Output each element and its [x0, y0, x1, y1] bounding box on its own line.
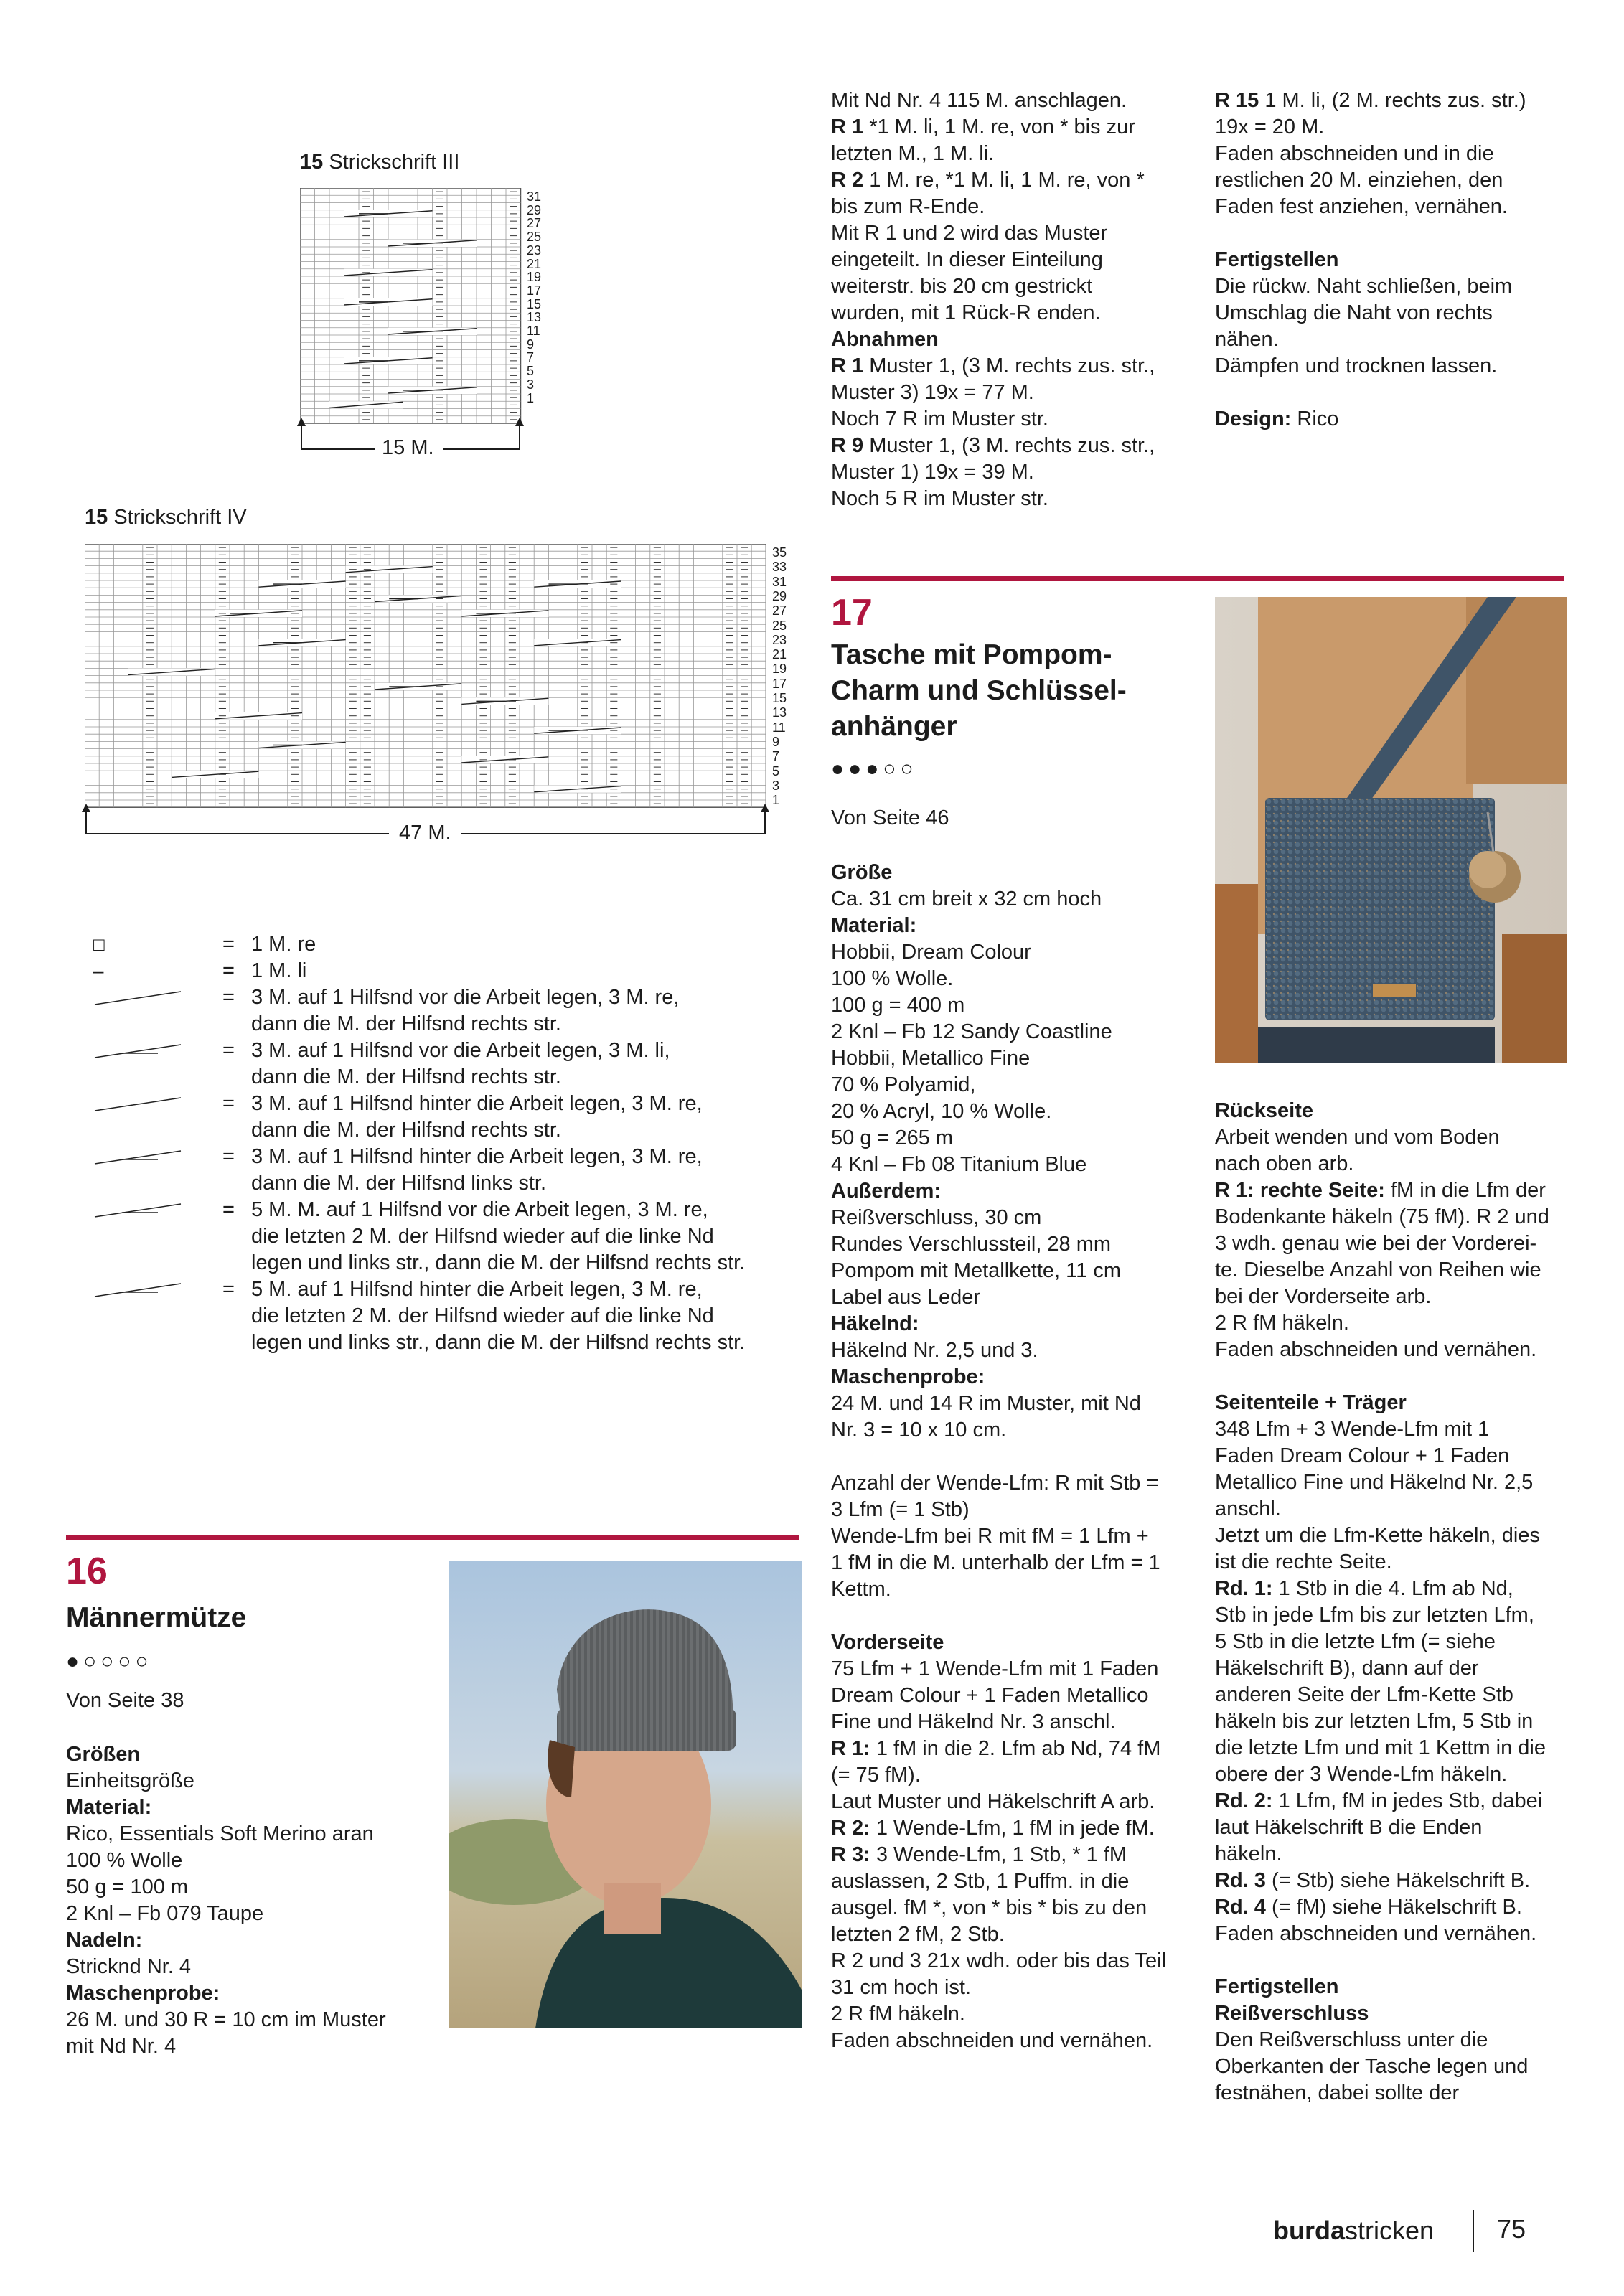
page-number: 75: [1497, 2214, 1526, 2244]
hat-details: [66, 1741, 439, 2060]
text-line: 100 g = 400 m: [831, 994, 965, 1017]
text-line: 19x = 20 M.: [1215, 116, 1325, 138]
legend-equals: =: [222, 1198, 235, 1221]
text-line: R 9 Muster 1, (3 M. rechts zus. str.,: [831, 434, 1155, 457]
row-number: 21: [772, 647, 787, 662]
text-line: Mit Nd Nr. 4 115 M. anschlagen.: [831, 89, 1127, 112]
row-number: 35: [772, 545, 787, 560]
text-line: R 1: 1 fM in die 2. Lfm ab Nd, 74 fM: [831, 1737, 1161, 1760]
text-line: Rückseite: [1215, 1099, 1314, 1122]
text-line: 3 Lfm (= 1 Stb): [831, 1498, 970, 1521]
legend-symbol: –: [93, 960, 104, 982]
legend-equals: =: [222, 1278, 235, 1301]
row-number: 31: [527, 189, 542, 204]
text-line: 75 Lfm + 1 Wende-Lfm mit 1 Faden: [831, 1657, 1159, 1680]
text-line: [1215, 1947, 1574, 1974]
row-number: 27: [772, 603, 787, 618]
row-number: 15: [527, 296, 542, 311]
text-line: 2 R fM häkeln.: [1215, 1312, 1349, 1335]
text-line: häkeln bis zur letzten Lfm, 5 Stb in: [1215, 1710, 1534, 1733]
text-line: Rico, Essentials Soft Merino aran: [66, 1822, 374, 1845]
section-17-title: [831, 637, 1127, 745]
text-line: Abnahmen: [831, 328, 939, 351]
text-line: Faden fest anziehen, vernähen.: [1215, 195, 1508, 218]
legend-text: 1 M. li: [251, 959, 307, 982]
text-line: Laut Muster und Häkelschrift A arb.: [831, 1790, 1155, 1813]
text-line: ist die rechte Seite.: [1215, 1551, 1392, 1573]
section-16-number: 16: [66, 1551, 108, 1592]
text-line: Größen: [66, 1743, 141, 1766]
text-line: Muster 1) 19x = 39 M.: [831, 461, 1034, 484]
text-line: [1215, 220, 1574, 247]
text-line: Rundes Verschlussteil, 28 mm: [831, 1233, 1112, 1256]
row-number: 11: [527, 324, 540, 338]
text-line: 24 M. und 14 R im Muster, mit Nd: [831, 1392, 1141, 1415]
row-number: 9: [772, 734, 780, 749]
text-line: anschl.: [1215, 1497, 1281, 1520]
text-line: nähen.: [1215, 328, 1279, 351]
text-line: Bodenkante häkeln (75 fM). R 2 und: [1215, 1205, 1549, 1228]
hat-instructions: [831, 88, 1190, 512]
text-line: eingeteilt. In dieser Einteilung: [831, 248, 1103, 271]
text-line: R 1 Muster 1, (3 M. rechts zus. str.,: [831, 354, 1155, 377]
text-line: Rd. 4 (= fM) siehe Häkelschrift B.: [1215, 1896, 1522, 1919]
legend-equals: =: [222, 986, 235, 1009]
text-line: Außerdem:: [831, 1180, 942, 1203]
chart4-grid: [85, 544, 766, 809]
text-line: Wende-Lfm bei R mit fM = 1 Lfm +: [831, 1525, 1149, 1548]
text-line: [831, 1603, 1204, 1629]
legend-text: 1 M. re: [251, 933, 316, 956]
difficulty-rating: ●●●○○: [831, 757, 918, 781]
text-line: Material:: [831, 914, 917, 937]
row-number: 19: [772, 662, 787, 677]
text-line: 2 Knl – Fb 12 Sandy Coastline: [831, 1020, 1112, 1043]
text-line: Dream Colour + 1 Faden Metallico: [831, 1684, 1149, 1707]
text-line: Oberkanten der Tasche legen und: [1215, 2055, 1529, 2078]
text-line: 1 fM in die M. unterhalb der Lfm = 1: [831, 1551, 1160, 1574]
text-line: Faden abschneiden und vernähen.: [831, 2029, 1153, 2052]
text-line: nach oben arb.: [1215, 1152, 1354, 1175]
text-line: Noch 7 R im Muster str.: [831, 408, 1048, 430]
text-line: Pompom mit Metallkette, 11 cm: [831, 1259, 1121, 1282]
row-number: 5: [527, 364, 535, 379]
legend-text: dann die M. der Hilfsnd rechts str.: [251, 1065, 561, 1088]
title-line: Charm und Schlüssel-: [831, 675, 1127, 706]
text-line: auslassen, 2 Stb, 1 Puffm. in die: [831, 1870, 1130, 1893]
row-number: 1: [772, 793, 780, 808]
legend-symbol: □: [93, 933, 105, 955]
text-line: Rd. 1: 1 Stb in die 4. Lfm ab Nd,: [1215, 1577, 1513, 1600]
text-line: R 3: 3 Wende-Lfm, 1 Stb, * 1 fM: [831, 1843, 1127, 1866]
text-line: 3 wdh. genau wie bei der Vorderei-: [1215, 1232, 1537, 1255]
text-line: 70 % Polyamid,: [831, 1073, 976, 1096]
hat-finishing: [1215, 88, 1574, 433]
text-line: [831, 1444, 1204, 1470]
text-line: Häkelschrift B), dann auf der: [1215, 1657, 1479, 1680]
text-line: R 2 und 3 21x wdh. oder bis das Teil: [831, 1949, 1166, 1972]
row-number: 31: [772, 574, 787, 589]
text-line: 100 % Wolle.: [831, 967, 954, 990]
row-number: 15: [772, 691, 787, 705]
row-number: 9: [527, 337, 535, 352]
row-number: 27: [527, 216, 542, 231]
legend-symbol: [93, 1038, 187, 1071]
text-line: Reißverschluss: [1215, 2002, 1369, 2025]
text-line: R 1 *1 M. li, 1 M. re, von * bis zur: [831, 116, 1135, 138]
text-line: Jetzt um die Lfm-Kette häkeln, dies: [1215, 1524, 1540, 1547]
text-line: Arbeit wenden und vom Boden: [1215, 1126, 1500, 1149]
text-line: Kettm.: [831, 1578, 891, 1601]
legend-equals: =: [222, 1092, 235, 1115]
text-line: 5 Stb in die letzte Lfm (= siehe: [1215, 1630, 1496, 1653]
text-line: Fertigstellen: [1215, 248, 1339, 271]
legend-text: 3 M. auf 1 Hilfsnd hinter die Arbeit legen, 3 M. re,: [251, 1145, 703, 1168]
legend-text: die letzten 2 M. der Hilfsnd wieder auf die linke Nd: [251, 1304, 714, 1327]
legend-symbol: [93, 984, 187, 1017]
legend-equals: =: [222, 1039, 235, 1062]
text-line: Faden abschneiden und vernähen.: [1215, 1922, 1537, 1945]
chart3-title: 15 Strickschrift III: [300, 151, 460, 174]
text-line: Die rückw. Naht schließen, beim: [1215, 275, 1513, 298]
legend-equals: =: [222, 933, 235, 956]
text-line: Ca. 31 cm breit x 32 cm hoch: [831, 888, 1102, 911]
text-line: Muster 3) 19x = 77 M.: [831, 381, 1034, 404]
text-line: mit Nd Nr. 4: [66, 2035, 177, 2058]
text-line: festnähen, dabei sollte der: [1215, 2081, 1460, 2104]
legend-text: die letzten 2 M. der Hilfsnd wieder auf die linke Nd: [251, 1225, 714, 1248]
row-number: 17: [527, 283, 542, 298]
text-line: 348 Lfm + 3 Wende-Lfm mit 1: [1215, 1418, 1490, 1441]
difficulty-rating: ●○○○○: [66, 1650, 153, 1673]
chart3-grid: [300, 188, 522, 425]
row-number: 13: [772, 705, 787, 720]
legend-symbol: [93, 1091, 187, 1124]
magazine-brand: burdastricken: [1273, 2216, 1435, 2245]
text-line: Reißverschluss, 30 cm: [831, 1206, 1042, 1229]
text-line: (= 75 fM).: [831, 1764, 921, 1787]
text-line: [1215, 380, 1574, 406]
text-line: Rd. 3 (= Stb) siehe Häkelschrift B.: [1215, 1869, 1531, 1892]
text-line: te. Dieselbe Anzahl von Reihen wie: [1215, 1258, 1541, 1281]
text-line: Metallico Fine und Häkelnd Nr. 2,5: [1215, 1471, 1534, 1494]
row-number: 25: [527, 230, 542, 245]
chart4-title: 15 Strickschrift IV: [85, 506, 247, 529]
text-line: anderen Seite der Lfm-Kette Stb: [1215, 1683, 1513, 1706]
text-line: Stb in jede Lfm bis zur letzten Lfm,: [1215, 1604, 1534, 1627]
text-line: Label aus Leder: [831, 1286, 980, 1309]
text-line: restlichen 20 M. einziehen, den: [1215, 169, 1503, 192]
legend-text: dann die M. der Hilfsnd rechts str.: [251, 1119, 561, 1142]
text-line: 100 % Wolle: [66, 1849, 183, 1872]
legend-text: dann die M. der Hilfsnd rechts str.: [251, 1012, 561, 1035]
text-line: letzten 2 fM, 2 Stb.: [831, 1923, 1005, 1946]
text-line: Nr. 3 = 10 x 10 cm.: [831, 1418, 1007, 1441]
legend-equals: =: [222, 959, 235, 982]
chart4-width-label: 47 M.: [399, 822, 451, 844]
text-line: 2 R fM häkeln.: [831, 2003, 965, 2026]
legend-text: 3 M. auf 1 Hilfsnd hinter die Arbeit legen, 3 M. re,: [251, 1092, 703, 1115]
footer-divider: [1473, 2210, 1474, 2252]
legend-symbol: [93, 1197, 187, 1230]
text-line: Größe: [831, 861, 893, 884]
row-number: 29: [527, 202, 542, 217]
legend-text: 3 M. auf 1 Hilfsnd vor die Arbeit legen, 3 M. li,: [251, 1039, 670, 1062]
row-number: 23: [527, 243, 542, 258]
text-line: Seitenteile + Träger: [1215, 1391, 1407, 1414]
row-number: 5: [772, 763, 780, 778]
row-number: 11: [772, 720, 786, 735]
legend-text: 5 M. M. auf 1 Hilfsnd vor die Arbeit legen, 3 M. re,: [251, 1198, 708, 1221]
text-line: 26 M. und 30 R = 10 cm im Muster: [66, 2008, 386, 2031]
text-line: ausgel. fM *, von * bis * bis zu den: [831, 1896, 1147, 1919]
text-line: 2 Knl – Fb 079 Taupe: [66, 1902, 264, 1925]
text-line: bei der Vorderseite arb.: [1215, 1285, 1432, 1308]
text-line: Fertigstellen: [1215, 1975, 1339, 1998]
row-number: 1: [527, 390, 535, 405]
text-line: R 15 1 M. li, (2 M. rechts zus. str.): [1215, 89, 1526, 112]
row-number: 17: [772, 676, 787, 691]
text-line: Faden Dream Colour + 1 Faden: [1215, 1444, 1510, 1467]
row-number: 23: [772, 632, 787, 647]
title-line: Tasche mit Pompom-: [831, 639, 1112, 670]
row-number: 19: [527, 270, 542, 285]
text-line: letzten M., 1 M. li.: [831, 142, 995, 165]
text-line: wurden, mit 1 Rück-R enden.: [831, 301, 1101, 324]
row-number: 29: [772, 588, 787, 603]
text-line: Dämpfen und trocknen lassen.: [1215, 354, 1498, 377]
text-line: Faden abschneiden und in die: [1215, 142, 1494, 165]
text-line: R 1: rechte Seite: fM in die Lfm der: [1215, 1179, 1546, 1202]
text-line: weiterstr. bis 20 cm gestrickt: [831, 275, 1093, 298]
section-17-rule: [831, 576, 1564, 581]
source-page-ref: Von Seite 38: [66, 1689, 184, 1712]
text-line: Häkelnd:: [831, 1312, 919, 1335]
legend-symbol: [93, 1144, 187, 1177]
text-line: 50 g = 265 m: [831, 1126, 954, 1149]
legend-text: 3 M. auf 1 Hilfsnd vor die Arbeit legen, 3 M. re,: [251, 986, 680, 1009]
text-line: Anzahl der Wende-Lfm: R mit Stb =: [831, 1472, 1159, 1495]
legend-text: legen und links str., dann die M. der Hilfsnd rechts str.: [251, 1331, 746, 1354]
text-line: Material:: [66, 1796, 152, 1819]
row-number: 13: [527, 310, 542, 325]
text-line: 20 % Acryl, 10 % Wolle.: [831, 1100, 1052, 1123]
text-line: Häkelnd Nr. 2,5 und 3.: [831, 1339, 1038, 1362]
row-number: 33: [772, 560, 787, 575]
text-line: 50 g = 100 m: [66, 1876, 189, 1899]
bag-back-and-straps: [1215, 1098, 1574, 2107]
text-line: 4 Knl – Fb 08 Titanium Blue: [831, 1153, 1087, 1176]
row-number: 3: [527, 377, 535, 392]
text-line: R 2 1 M. re, *1 M. li, 1 M. re, von *: [831, 169, 1145, 192]
text-line: Umschlag die Naht von rechts: [1215, 301, 1493, 324]
text-line: Fine und Häkelnd Nr. 3 anschl.: [831, 1711, 1116, 1733]
row-number: 21: [527, 256, 542, 271]
text-line: laut Häkelschrift B die Enden: [1215, 1816, 1483, 1839]
text-line: Maschenprobe:: [66, 1982, 220, 2005]
text-line: [1215, 1363, 1574, 1390]
legend-symbol: [93, 1276, 187, 1309]
hat-photo: [449, 1561, 802, 2028]
legend-equals: =: [222, 1145, 235, 1168]
text-line: bis zum R-Ende.: [831, 195, 985, 218]
text-line: Hobbii, Dream Colour: [831, 941, 1031, 964]
section-17-number: 17: [831, 592, 873, 634]
text-line: Noch 5 R im Muster str.: [831, 487, 1048, 510]
title-line: anhänger: [831, 711, 957, 742]
bag-photo: [1215, 597, 1567, 1063]
row-number: 7: [527, 350, 535, 365]
row-number: 7: [772, 749, 780, 764]
text-line: Design: Rico: [1215, 408, 1339, 430]
text-line: Stricknd Nr. 4: [66, 1955, 192, 1978]
chart3-width-label: 15 M.: [382, 436, 434, 459]
text-line: Rd. 2: 1 Lfm, fM in jedes Stb, dabei: [1215, 1789, 1543, 1812]
text-line: Faden abschneiden und vernähen.: [1215, 1338, 1537, 1361]
text-line: Maschenprobe:: [831, 1365, 985, 1388]
source-page-ref: Von Seite 46: [831, 806, 949, 829]
section-16-title: Männermütze: [66, 1602, 247, 1633]
text-line: die letzte Lfm und mit 1 Kettm in die: [1215, 1736, 1546, 1759]
text-line: R 2: 1 Wende-Lfm, 1 fM in jede fM.: [831, 1817, 1155, 1840]
legend-text: dann die M. der Hilfsnd links str.: [251, 1172, 547, 1195]
text-line: häkeln.: [1215, 1843, 1282, 1866]
legend-text: legen und links str., dann die M. der Hilfsnd rechts str.: [251, 1251, 746, 1274]
section-16-rule: [66, 1535, 799, 1540]
text-line: Den Reißverschluss unter die: [1215, 2028, 1488, 2051]
text-line: Einheitsgröße: [66, 1769, 194, 1792]
text-line: Mit R 1 und 2 wird das Muster: [831, 222, 1108, 245]
legend-text: 5 M. auf 1 Hilfsnd hinter die Arbeit legen, 3 M. re,: [251, 1278, 703, 1301]
row-number: 25: [772, 618, 787, 633]
bag-instructions: [831, 860, 1204, 2054]
row-number: 3: [772, 778, 780, 793]
text-line: 31 cm hoch ist.: [831, 1976, 972, 1999]
text-line: Nadeln:: [66, 1929, 143, 1952]
text-line: Hobbii, Metallico Fine: [831, 1047, 1031, 1070]
text-line: Vorderseite: [831, 1631, 944, 1654]
text-line: obere der 3 Wende-Lfm häkeln.: [1215, 1763, 1508, 1786]
